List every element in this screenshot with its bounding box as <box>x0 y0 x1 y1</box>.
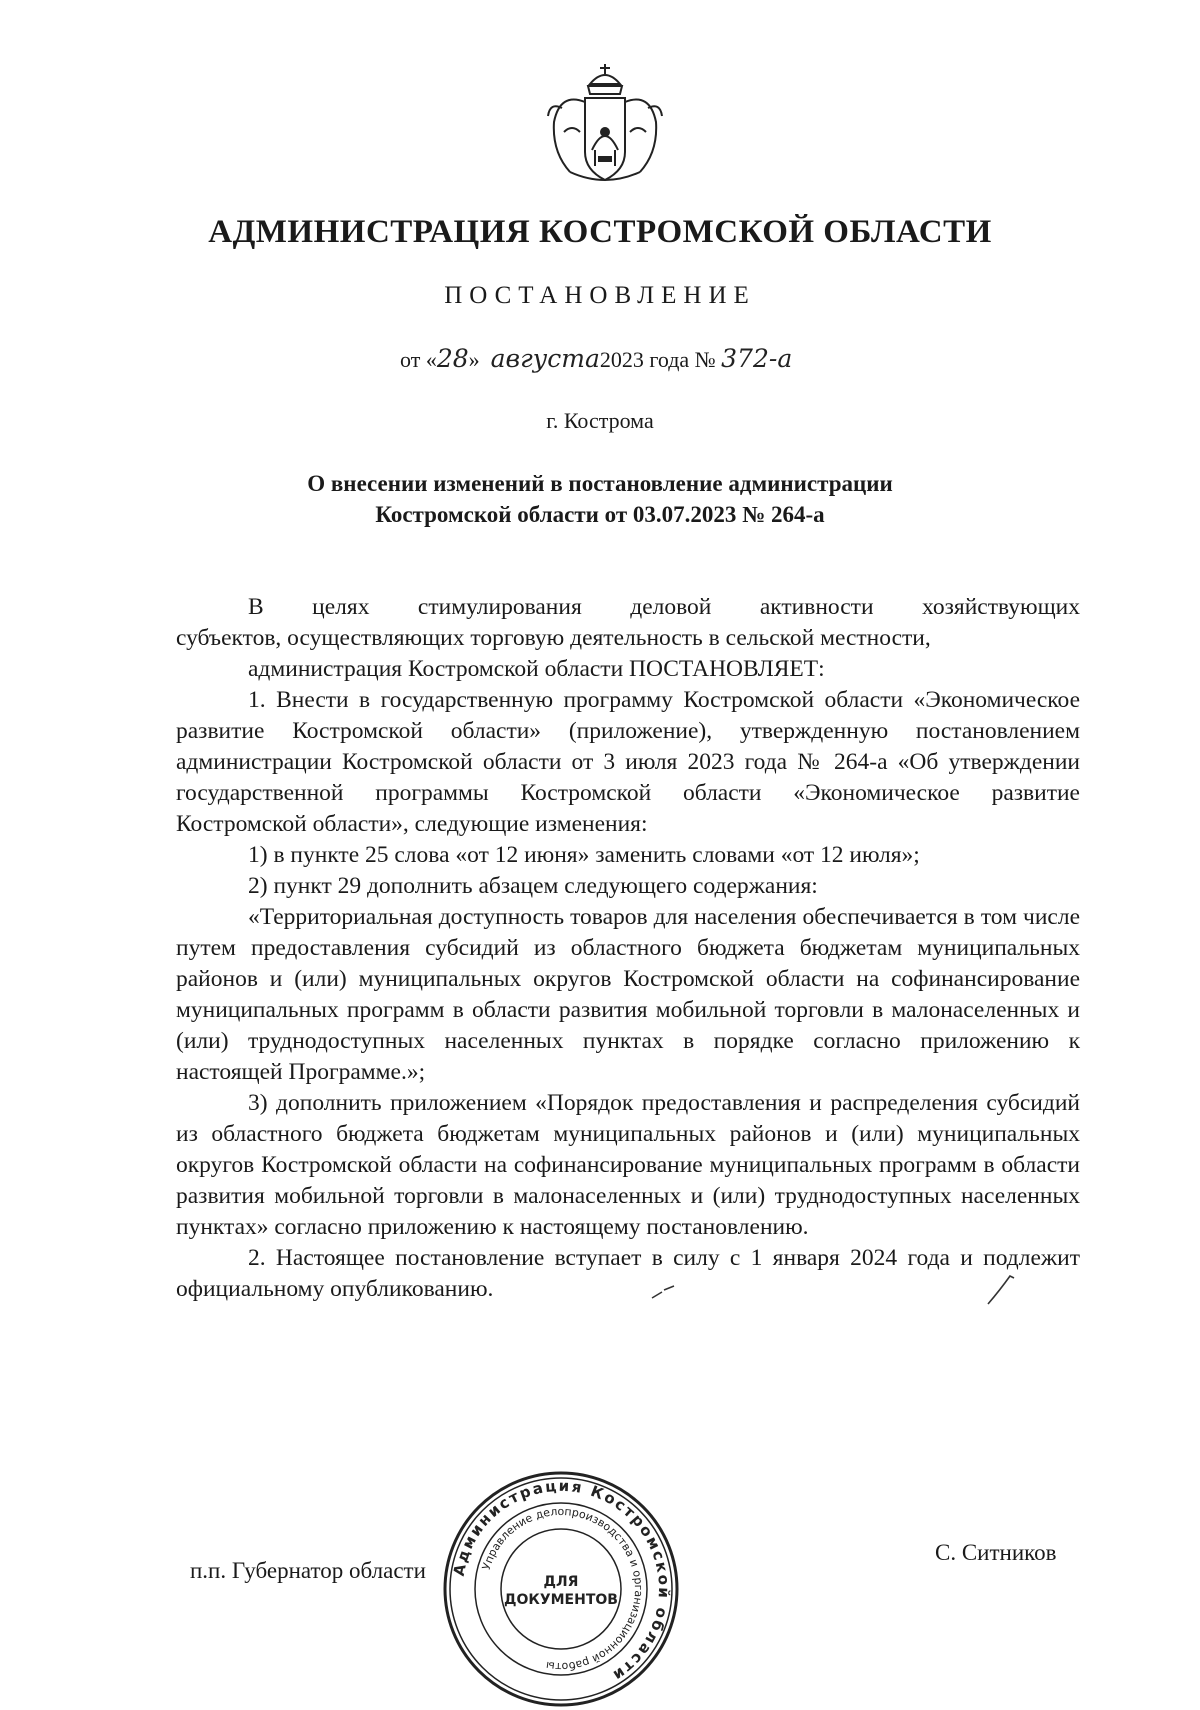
signer-role: п.п. Губернатор области <box>190 1558 426 1583</box>
date-day-handwritten: 28 <box>436 344 469 373</box>
stamp-center-line-1: ДЛЯ <box>543 1574 579 1590</box>
city-line: г. Кострома <box>546 408 654 433</box>
item-2: 2. Настоящее постановление вступает в силу с 1 января 2024 года и подлежит официальному опубликованию. <box>176 1245 1080 1302</box>
date-mid: » <box>468 347 480 372</box>
date-prefix: от « <box>400 347 437 372</box>
stamp-outer-text: Администрация Костромской области <box>449 1476 674 1686</box>
coat-of-arms-emblem <box>540 62 670 192</box>
document-number-handwritten: 372-а <box>721 344 793 373</box>
official-stamp <box>440 1468 682 1710</box>
stamp-inner-text: Управление делопроизводства и организационной работы <box>479 1504 646 1674</box>
handwritten-stroke-icon <box>986 1272 1016 1308</box>
document-subject <box>0 468 1200 530</box>
item-1-subitem-3: 3) дополнить приложением «Порядок предоставления и распределения субсидий из областного бюджета бюджетам муниципальных районов и (или) муниципальных округов Костромской области на софинансирование муниципальных программ в области развития мобильной торговли в малонаселенных и (или) труднодоступных населенных пунктах» согласно приложению к настоящему постановлению. <box>176 1090 1080 1240</box>
preamble-line-3: администрация Костромской области ПОСТАНОВЛЯЕТ: <box>248 656 825 682</box>
stamp-center-line-2: ДОКУМЕНТОВ <box>504 1592 618 1608</box>
item-1: 1. Внести в государственную программу Костромской области «Экономическое развитие Костромской области» (приложение), утвержденную постановлением администрации Костромской области от 3 июля 2023 года № 264-а «Об утверждении государственной программы Костромской области «Экономическое развитие Костромской области», следующие изменения: <box>176 687 1080 837</box>
subject-line-2: Костромской области от 03.07.2023 № 264-а <box>375 502 825 527</box>
preamble-line-2: субъектов, осуществляющих торговую деятельность в сельской местности, <box>176 625 931 651</box>
handwritten-mark-icon <box>650 1282 680 1302</box>
item-1-subitem-1: 1) в пункте 25 слова «от 12 июня» заменить словами «от 12 июля»; <box>248 842 920 868</box>
subject-line-1: О внесении изменений в постановление администрации <box>307 471 893 496</box>
document-type: ПОСТАНОВЛЕНИЕ <box>444 282 756 309</box>
item-1-subitem-2: 2) пункт 29 дополнить абзацем следующего содержания: <box>248 873 818 899</box>
document-date-line <box>400 344 792 373</box>
document-body <box>176 592 1080 1305</box>
preamble-line-1: В целях стимулирования деловой активности хозяйствующих <box>248 594 1080 620</box>
date-month-handwritten: августа <box>490 344 600 373</box>
item-1-subitem-2-quote: «Территориальная доступность товаров для населения обеспечивается в том числе путем предоставления субсидий из областного бюджета бюджетам муниципальных районов и (или) муниципальных округов Костромской области на софинансирование муниципальных программ в области развития мобильной торговли в малонаселенных и (или) труднодоступных населенных пунктах в порядке согласно приложению к настоящей Программе.»; <box>176 904 1080 1085</box>
organization-title: АДМИНИСТРАЦИЯ КОСТРОМСКОЙ ОБЛАСТИ <box>208 214 992 250</box>
date-year: 2023 года № <box>599 347 716 372</box>
signer-name: С. Ситников <box>935 1540 1057 1565</box>
